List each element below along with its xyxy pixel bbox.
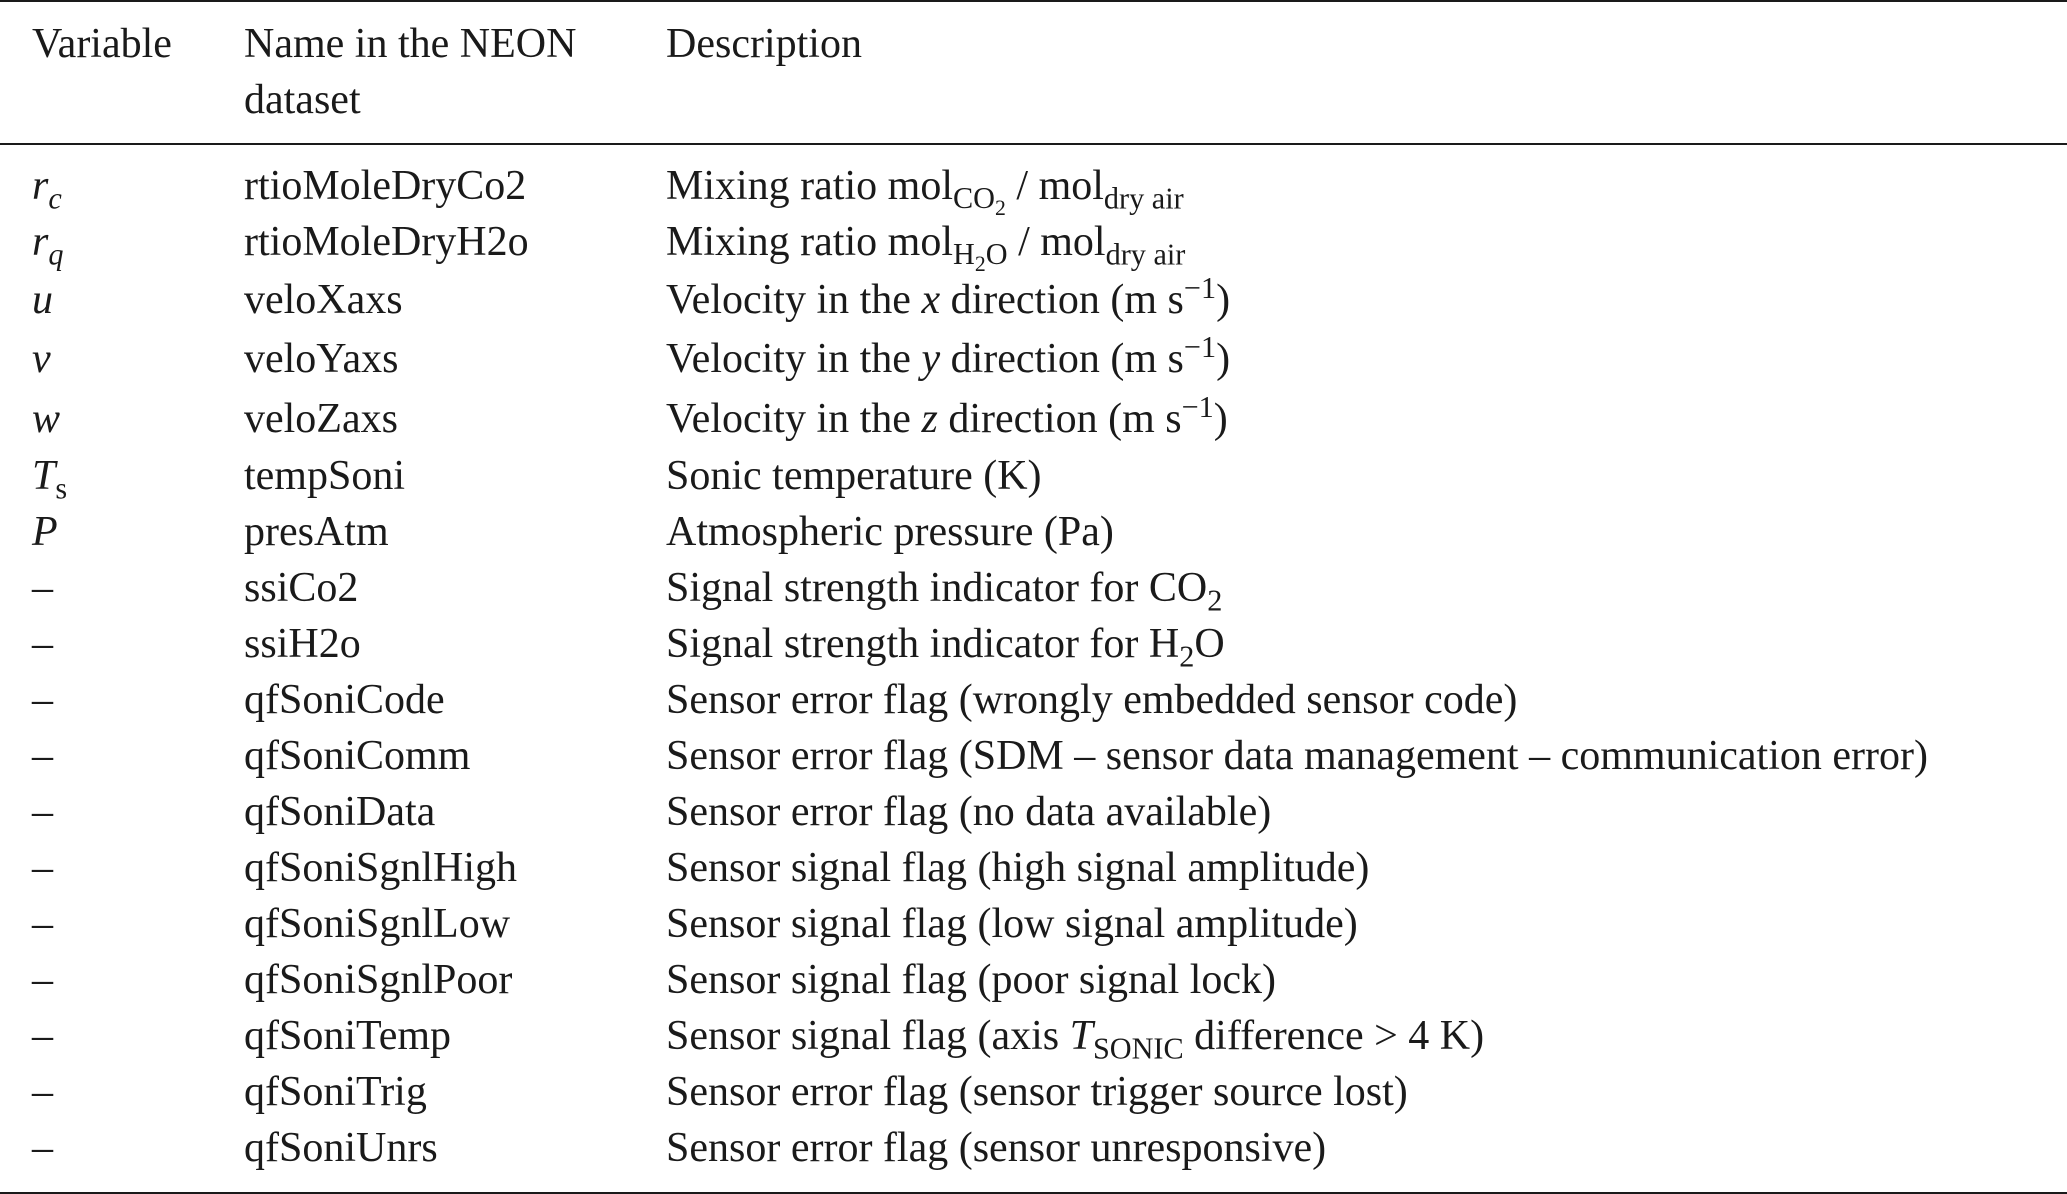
header-name-line1: Name in the NEON bbox=[244, 21, 577, 67]
description: Velocity in the y direction (m $s^{-1}$) bbox=[666, 330, 1231, 382]
neon-name: veloYaxs bbox=[244, 336, 399, 382]
description: Sensor error flag (sensor trigger source lost) bbox=[666, 1069, 1408, 1115]
variable-symbol: w bbox=[32, 396, 61, 442]
neon-name: rtioMoleDryH2o bbox=[244, 219, 529, 265]
header-variable: Variable bbox=[32, 21, 172, 67]
description: Sensor signal flag (axis $T_{SONIC}$ difference > 4 K) bbox=[666, 1013, 1485, 1066]
table-row bbox=[0, 214, 2067, 277]
neon-name: qfSoniSgnlPoor bbox=[244, 957, 513, 1003]
neon-name: veloXaxs bbox=[244, 277, 403, 323]
neon-name: qfSoniData bbox=[244, 789, 436, 835]
neon-name: ssiCo2 bbox=[244, 565, 359, 611]
description: Sensor signal flag (low signal amplitude) bbox=[666, 901, 1358, 947]
neon-name: qfSoniComm bbox=[244, 733, 471, 779]
variable-symbol: – bbox=[32, 621, 53, 667]
variable-symbol: $T_s$ bbox=[32, 453, 68, 506]
header-name bbox=[244, 16, 576, 128]
table-row bbox=[0, 784, 2067, 840]
table-row bbox=[0, 1064, 2067, 1120]
neon-name: qfSoniCode bbox=[244, 677, 445, 723]
variable-symbol: – bbox=[32, 1013, 53, 1059]
description: Sensor signal flag (poor signal lock) bbox=[666, 957, 1277, 1003]
table-row bbox=[0, 896, 2067, 952]
description: Sensor error flag (no data available) bbox=[666, 789, 1272, 835]
table-row bbox=[0, 616, 2067, 672]
variable-symbol: – bbox=[32, 957, 53, 1003]
neon-name: presAtm bbox=[244, 509, 389, 555]
table-row bbox=[0, 272, 2067, 328]
table-row bbox=[0, 672, 2067, 728]
description: Mixing ratio mol$_{CO_2}$ / mol$_{dry air}$ bbox=[666, 163, 1184, 221]
neon-name: rtioMoleDryCo2 bbox=[244, 163, 527, 209]
variable-symbol: v bbox=[32, 336, 51, 382]
description: Velocity in the z direction (m $s^{-1}$) bbox=[666, 390, 1228, 442]
neon-name: tempSoni bbox=[244, 453, 406, 499]
neon-name: qfSoniUnrs bbox=[244, 1125, 438, 1171]
variable-symbol: P bbox=[32, 509, 58, 555]
neon-name: qfSoniTrig bbox=[244, 1069, 427, 1115]
description: Signal strength indicator for $H_2O$ bbox=[666, 621, 1225, 674]
description: Sonic temperature (K) bbox=[666, 453, 1042, 499]
description: Signal strength indicator for $CO_2$ bbox=[666, 565, 1223, 618]
table-row bbox=[0, 560, 2067, 616]
description: Sensor signal flag (high signal amplitude) bbox=[666, 845, 1370, 891]
neon-name: veloZaxs bbox=[244, 396, 398, 442]
variable-symbol: $r_c$ bbox=[32, 163, 62, 216]
variable-symbol: – bbox=[32, 789, 53, 835]
variable-symbol: – bbox=[32, 565, 53, 611]
neon-name: ssiH2o bbox=[244, 621, 361, 667]
variable-symbol: – bbox=[32, 677, 53, 723]
table-row bbox=[0, 331, 2067, 387]
header-description: Description bbox=[666, 21, 862, 67]
table-row bbox=[0, 504, 2067, 560]
table-row bbox=[0, 840, 2067, 896]
variable-symbol: – bbox=[32, 1125, 53, 1171]
variable-symbol: $r_q$ bbox=[32, 219, 64, 272]
table-top-rule bbox=[0, 0, 2067, 2]
description: Mixing ratio mol$_{H_2O}$ / mol$_{dry air}$ bbox=[666, 219, 1186, 277]
variable-symbol: – bbox=[32, 845, 53, 891]
description: Velocity in the x direction (m $s^{-1}$) bbox=[666, 271, 1231, 323]
table-row bbox=[0, 952, 2067, 1008]
table-row bbox=[0, 158, 2067, 221]
description: Sensor error flag (SDM – sensor data management – communication error) bbox=[666, 733, 1928, 779]
variable-symbol: – bbox=[32, 901, 53, 947]
variable-symbol: – bbox=[32, 733, 53, 779]
header-name-line2: dataset bbox=[244, 77, 361, 123]
neon-name: qfSoniSgnlLow bbox=[244, 901, 511, 947]
header-rule bbox=[0, 143, 2067, 145]
table-row bbox=[0, 391, 2067, 447]
table-row bbox=[0, 448, 2067, 504]
description: Atmospheric pressure (Pa) bbox=[666, 509, 1114, 555]
table-row bbox=[0, 728, 2067, 784]
neon-name: qfSoniTemp bbox=[244, 1013, 452, 1059]
description: Sensor error flag (wrongly embedded sensor code) bbox=[666, 677, 1518, 723]
table-row bbox=[0, 1120, 2067, 1176]
neon-name: qfSoniSgnlHigh bbox=[244, 845, 518, 891]
variable-symbol: u bbox=[32, 277, 53, 323]
description: Sensor error flag (sensor unresponsive) bbox=[666, 1125, 1327, 1171]
table-row bbox=[0, 1008, 2067, 1064]
variable-symbol: – bbox=[32, 1069, 53, 1115]
